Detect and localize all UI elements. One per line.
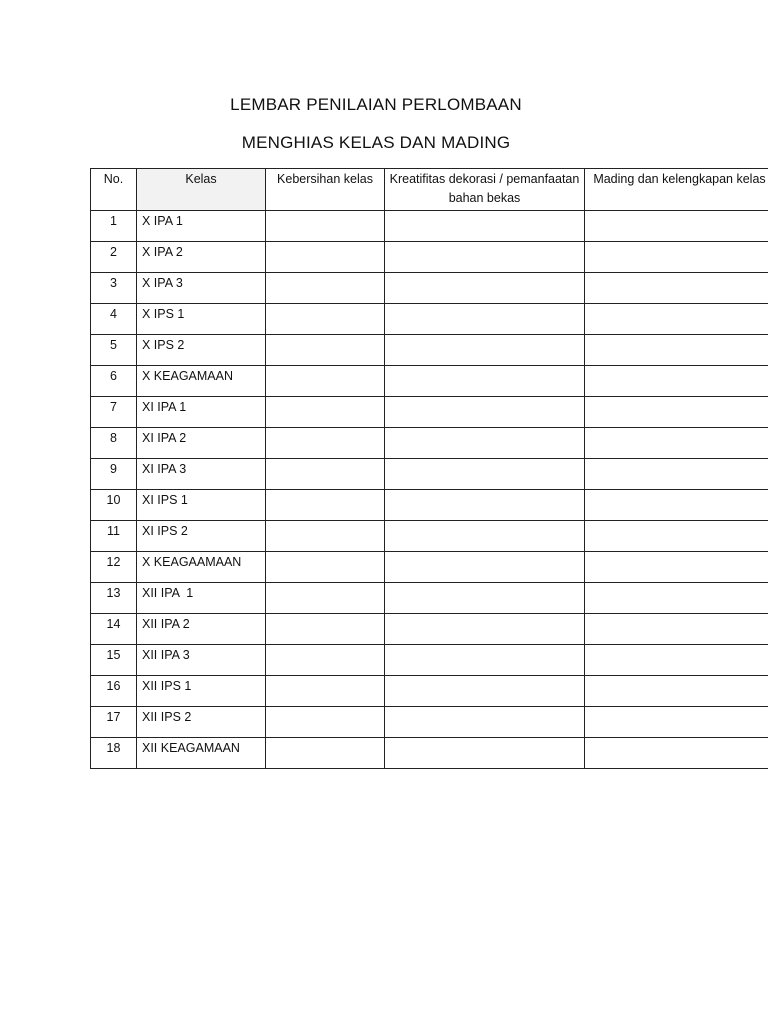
mading-score-cell	[585, 738, 768, 769]
row-number: 6	[91, 366, 137, 397]
kebersihan-score-cell	[266, 335, 385, 366]
table-row	[91, 738, 768, 769]
kreatifitas-score-cell	[385, 521, 585, 552]
kebersihan-score-cell	[266, 738, 385, 769]
table-body	[91, 211, 768, 769]
kebersihan-score-cell	[266, 490, 385, 521]
row-number: 5	[91, 335, 137, 366]
sheet-subtitle: MENGHIAS KELAS DAN MADING	[241, 133, 511, 152]
kebersihan-score-cell	[266, 552, 385, 583]
kebersihan-score-cell	[266, 366, 385, 397]
class-name-cell: X IPS 1	[137, 304, 266, 335]
mading-score-cell	[585, 645, 768, 676]
table-row	[91, 366, 768, 397]
kreatifitas-score-cell	[385, 459, 585, 490]
row-number: 8	[91, 428, 137, 459]
table-row	[91, 490, 768, 521]
column-header-no: No.	[91, 169, 137, 211]
kreatifitas-score-cell	[385, 335, 585, 366]
class-name-cell: XI IPA 1	[137, 397, 266, 428]
kebersihan-score-cell	[266, 397, 385, 428]
mading-score-cell	[585, 707, 768, 738]
class-name-cell: XII IPA 2	[137, 614, 266, 645]
kreatifitas-score-cell	[385, 552, 585, 583]
class-name-cell: XII IPS 1	[137, 676, 266, 707]
row-number: 4	[91, 304, 137, 335]
mading-score-cell	[585, 211, 768, 242]
table-row	[91, 707, 768, 738]
column-header-kreatifitas-label: Kreatifitas dekorasi / pemanfaatan bahan bekas	[389, 172, 580, 205]
table-row	[91, 552, 768, 583]
column-header-mading	[585, 169, 768, 211]
row-number: 13	[91, 583, 137, 614]
mading-score-cell	[585, 273, 768, 304]
column-header-kelas: Kelas	[137, 169, 266, 211]
row-number: 11	[91, 521, 137, 552]
table-row	[91, 304, 768, 335]
table-row	[91, 645, 768, 676]
kreatifitas-score-cell	[385, 738, 585, 769]
kebersihan-score-cell	[266, 242, 385, 273]
table-header	[91, 169, 768, 211]
class-name-cell: XII IPA 3	[137, 645, 266, 676]
class-name-cell: XII KEAGAMAAN	[137, 738, 266, 769]
mading-score-cell	[585, 614, 768, 645]
kebersihan-score-cell	[266, 211, 385, 242]
kreatifitas-score-cell	[385, 676, 585, 707]
kebersihan-score-cell	[266, 614, 385, 645]
row-number: 1	[91, 211, 137, 242]
kreatifitas-score-cell	[385, 304, 585, 335]
mading-score-cell	[585, 428, 768, 459]
row-number: 17	[91, 707, 137, 738]
kebersihan-score-cell	[266, 428, 385, 459]
mading-score-cell	[585, 521, 768, 552]
row-number: 9	[91, 459, 137, 490]
row-number: 10	[91, 490, 137, 521]
sheet-title: LEMBAR PENILAIAN PERLOMBAAN	[230, 95, 522, 114]
column-header-kreatifitas	[385, 169, 585, 211]
table-row	[91, 583, 768, 614]
kreatifitas-score-cell	[385, 583, 585, 614]
class-name-cell: X IPA 2	[137, 242, 266, 273]
mading-score-cell	[585, 583, 768, 614]
row-number: 18	[91, 738, 137, 769]
assessment-table	[90, 168, 768, 769]
table-row	[91, 335, 768, 366]
mading-score-cell	[585, 366, 768, 397]
class-name-cell: XII IPA 1	[137, 583, 266, 614]
kebersihan-score-cell	[266, 521, 385, 552]
mading-score-cell	[585, 304, 768, 335]
row-number: 15	[91, 645, 137, 676]
mading-score-cell	[585, 459, 768, 490]
table-row	[91, 614, 768, 645]
kebersihan-score-cell	[266, 583, 385, 614]
column-header-mading-label: Mading dan kelengkapan kelas	[593, 172, 766, 186]
mading-score-cell	[585, 335, 768, 366]
class-name-cell: XI IPA 2	[137, 428, 266, 459]
table-row	[91, 211, 768, 242]
kreatifitas-score-cell	[385, 490, 585, 521]
table-row	[91, 397, 768, 428]
header-row	[91, 169, 768, 211]
row-number: 7	[91, 397, 137, 428]
class-name-cell: XI IPA 3	[137, 459, 266, 490]
kreatifitas-score-cell	[385, 366, 585, 397]
row-number: 14	[91, 614, 137, 645]
mading-score-cell	[585, 552, 768, 583]
kebersihan-score-cell	[266, 459, 385, 490]
kreatifitas-score-cell	[385, 211, 585, 242]
table-row	[91, 242, 768, 273]
class-name-cell: XII IPS 2	[137, 707, 266, 738]
kreatifitas-score-cell	[385, 707, 585, 738]
table-row	[91, 676, 768, 707]
kreatifitas-score-cell	[385, 428, 585, 459]
class-name-cell: X IPS 2	[137, 335, 266, 366]
table-row	[91, 428, 768, 459]
row-number: 12	[91, 552, 137, 583]
mading-score-cell	[585, 242, 768, 273]
kebersihan-score-cell	[266, 645, 385, 676]
table-row	[91, 273, 768, 304]
table-row	[91, 459, 768, 490]
class-name-cell: XI IPS 2	[137, 521, 266, 552]
row-number: 3	[91, 273, 137, 304]
kebersihan-score-cell	[266, 273, 385, 304]
kebersihan-score-cell	[266, 676, 385, 707]
row-number: 2	[91, 242, 137, 273]
kebersihan-score-cell	[266, 304, 385, 335]
mading-score-cell	[585, 490, 768, 521]
kreatifitas-score-cell	[385, 273, 585, 304]
column-header-kebersihan: Kebersihan kelas	[266, 169, 385, 211]
kreatifitas-score-cell	[385, 614, 585, 645]
table-row	[91, 521, 768, 552]
class-name-cell: X IPA 1	[137, 211, 266, 242]
class-name-cell: X IPA 3	[137, 273, 266, 304]
kreatifitas-score-cell	[385, 645, 585, 676]
class-name-cell: XI IPS 1	[137, 490, 266, 521]
class-name-cell: X KEAGAAMAAN	[137, 552, 266, 583]
mading-score-cell	[585, 397, 768, 428]
kreatifitas-score-cell	[385, 397, 585, 428]
class-name-cell: X KEAGAMAAN	[137, 366, 266, 397]
mading-score-cell	[585, 676, 768, 707]
row-number: 16	[91, 676, 137, 707]
kreatifitas-score-cell	[385, 242, 585, 273]
kebersihan-score-cell	[266, 707, 385, 738]
